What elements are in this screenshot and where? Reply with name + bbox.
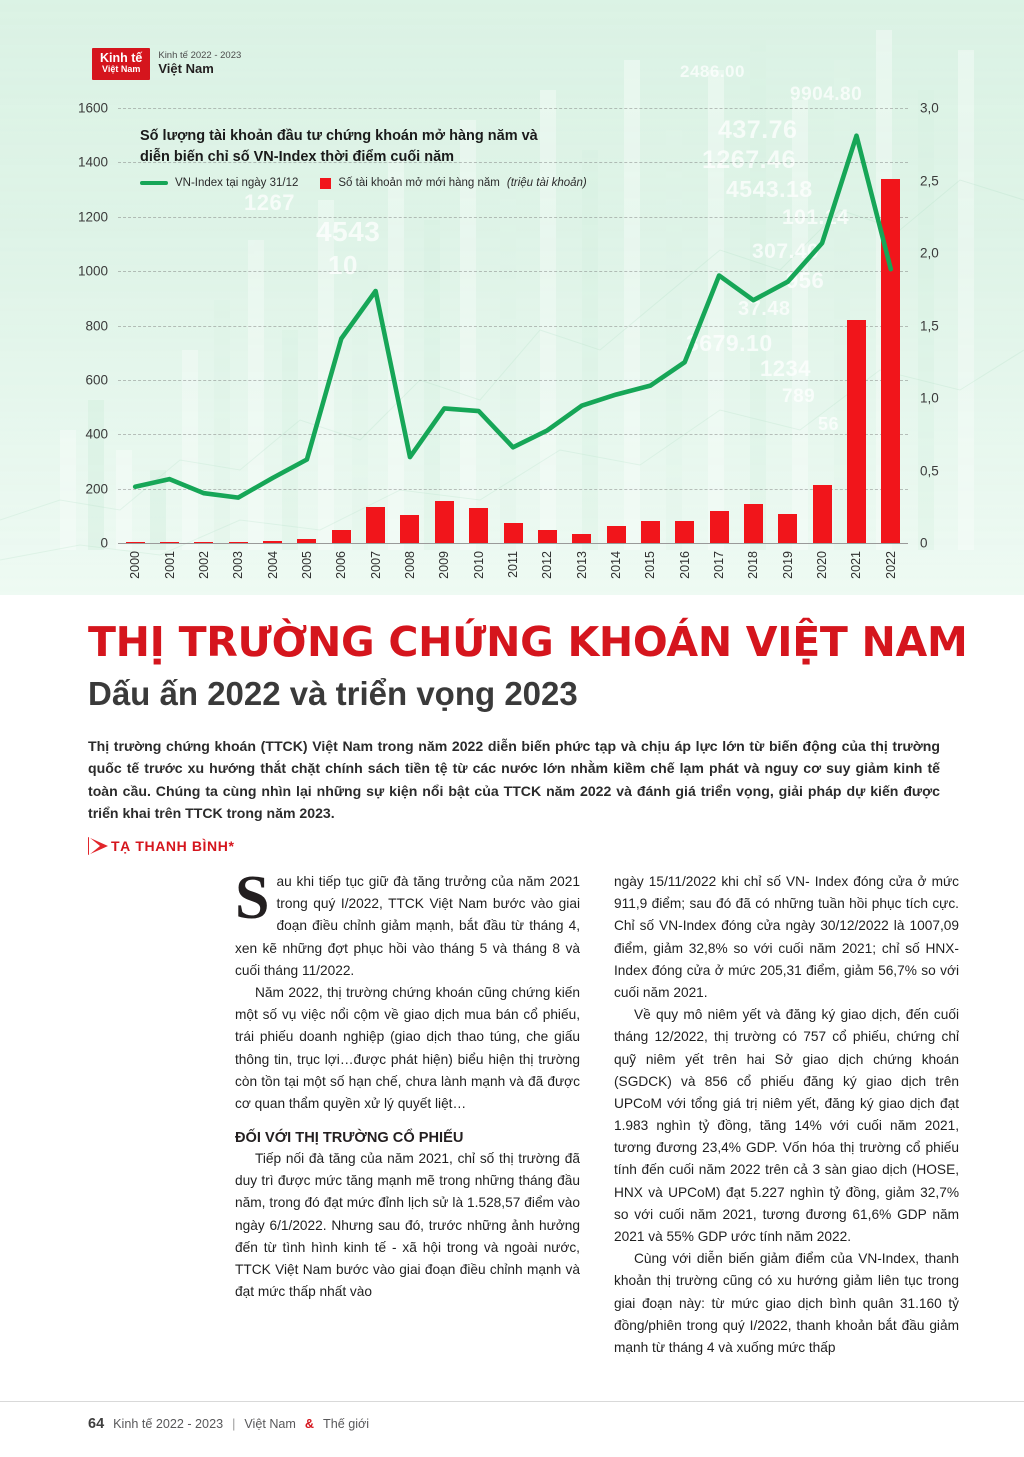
y-axis-right-label: 2,0 — [920, 245, 939, 261]
y-axis-left-label: 1600 — [77, 100, 108, 116]
y-axis-left-label: 800 — [85, 318, 108, 333]
logo-badge-line1: Kinh tế — [100, 51, 143, 65]
line-marker-icon — [140, 181, 168, 185]
paragraph-right-3: Cùng với diễn biến giảm điểm của VN-Index, thanh khoản thị trường cũng có xu hướng giảm liên tục trong giai đoạn này: từ mức giao dịch bình quân 31.160 tỷ đồng/phiên trong quý I/2022, thanh khoản bắt đầu giảm mạnh từ tháng 4 và xuống mức thấp — [614, 1251, 959, 1355]
x-axis-tick-label: 2000 — [128, 551, 143, 579]
article-column-right — [614, 871, 959, 1359]
x-axis-tick-label: 2008 — [402, 551, 417, 579]
x-axis-tick-label: 2012 — [540, 551, 555, 579]
y-axis-left-label: 1000 — [77, 263, 108, 279]
x-axis-tick-label: 2002 — [196, 551, 211, 579]
legend-label-vnindex: VN-Index tại ngày 31/12 — [175, 177, 299, 190]
x-axis-tick-label: 2021 — [849, 551, 864, 579]
y-axis-right-label: 1,5 — [920, 318, 939, 333]
infographic-panel: 2486.00 9904.80 437.76 1267.46 4543.18 101.14 307.40 956 37.48 3679.10 1234 789 56 1267 4543 10 Kinh tế Việt Nam Kinh tế 2022 - 2023 Việt Nam Số lượng tài khoản đầu tư chứng khoán mở hàng năm và diễn biến chỉ số VN-Index thời điểm cuối năm VN-Index tại ngày 31/12 Số tài khoản mở mới hàng năm (triệu tài khoản) 0 200 400 600 800 1000 1200 1400 1600 0 0,5 1,0 1,5 2,0 2,5 3,0 2000 2001 2002 2003 2004 2005 2006 2007 2008 2009 2010 2011 2012 2013 2014 2015 2016 2017 2018 2019 2020 2021 2022 — [0, 0, 1024, 595]
y-axis-right-label: 0 — [920, 535, 928, 551]
footer-separator: | — [232, 1417, 236, 1431]
x-axis-tick-label: 2013 — [574, 551, 589, 579]
byline-author: TẠ THANH BÌNH* — [111, 838, 235, 854]
logo-badge — [92, 48, 150, 80]
article-columns — [235, 864, 960, 1359]
chart-x-axis — [118, 543, 908, 544]
logo-text-line2: Việt Nam — [158, 60, 214, 76]
logo-badge-line2: Việt Nam — [102, 64, 141, 75]
x-axis-tick-label: 2016 — [677, 551, 692, 579]
paragraph-left-2: Năm 2022, thị trường chứng khoán cũng chứng kiến một số vụ việc nổi cộm về giao dịch mua bán cổ phiếu, trái phiếu doanh nghiệp (giao dịch thao túng, che giấu thông tin, trục lợi…được phát hiện) biểu hiện thị trường còn tồn tại một số hạn chế, chưa lành mạnh và đã được cơ quan thẩm quyền xử lý quyết liệt… — [235, 984, 580, 1111]
article-standfirst: Thị trường chứng khoán (TTCK) Việt Nam trong năm 2022 diễn biến phức tạp và chịu áp lực lớn từ biến động của thị trường quốc tế trước xu hướng thắt chặt chính sách tiền tệ từ các nước lớn nhằm kiềm chế lạm phát và nguy cơ suy giảm kinh tế toàn cầu. Chúng ta cùng nhìn lại những sự kiện nổi bật của TTCK năm 2022 và đánh giá triển vọng, giải pháp dự kiến được triển khai trên TTCK trong năm 2023. — [88, 738, 940, 821]
y-axis-right-label: 3,0 — [920, 100, 939, 116]
x-axis-tick-label: 2011 — [506, 551, 520, 578]
y-axis-right-label: 1,0 — [920, 390, 939, 406]
section-heading-stocks: ĐỐI VỚI THỊ TRƯỜNG CỔ PHIẾU — [235, 1130, 464, 1147]
legend-note-accounts: (triệu tài khoản) — [506, 177, 587, 190]
paragraph-left-1 — [235, 864, 580, 982]
paragraph-right-2: Về quy mô niêm yết và đăng ký giao dịch, đến cuối tháng 12/2022, thị trường có 757 cổ phiếu, chứng chỉ quỹ niêm yết trên hai Sở giao dịch chứng khoán (SGDCK) và 856 cổ phiếu đăng ký giao dịch trên UPCoM với tổng giá trị niêm yết, đăng ký giao dịch đạt 1.983 nghìn tỷ đồng, tăng 14% với cuối năm 2021, tương đương 23,4% GDP. Vốn hóa thị trường cổ phiếu tính đến cuối năm 2022 trên cả 3 sàn giao dịch (HOSE, HNX và UPCoM) đạt 5.227 nghìn tỷ đồng, giảm 32,7% so với cuối năm 2021, tương đương 61,6% GDP năm 2021 và 55% GDP ước tính năm 2022. — [614, 1007, 959, 1244]
x-axis-tick-label: 2003 — [231, 551, 246, 579]
byline — [88, 837, 235, 855]
x-axis-tick-label: 2009 — [437, 551, 452, 579]
x-axis-tick-label: 2022 — [883, 551, 898, 579]
page-subtitle: Dấu ấn 2022 và triển vọng 2023 — [88, 675, 578, 712]
y-axis-left-label: 600 — [85, 372, 108, 388]
magazine-logo — [92, 48, 241, 80]
legend-item-accounts — [320, 177, 586, 189]
y-axis-left-label: 1200 — [77, 209, 108, 225]
page-title: THỊ TRƯỜNG CHỨNG KHOÁN VIỆT NAM — [88, 618, 968, 666]
y-axis-left-label: 200 — [85, 481, 108, 497]
footer-section-b: Thế giới — [323, 1417, 370, 1431]
footer-publication: Kinh tế 2022 - 2023 — [113, 1417, 224, 1431]
article-column-left — [235, 864, 580, 1359]
x-axis-tick-label: 2019 — [780, 551, 795, 579]
drop-cap: S — [235, 864, 270, 932]
x-axis-tick-label: 2015 — [643, 551, 658, 579]
y-axis-left-label: 400 — [85, 426, 108, 442]
paragraph-left-3: Tiếp nối đà tăng của năm 2021, chỉ số thị trường đã duy trì được mức tăng mạnh mẽ trong những tháng đầu năm, trong đó đạt mức đỉnh lịch sử là 1.528,57 điểm vào ngày 6/1/2022. Nhưng sau đó, trước những ảnh hưởng đến từ tình hình kinh tế - xã hội trong và ngoài nước, TTCK Việt Nam bước vào giai đoạn điều chỉnh mạnh và đạt mức thấp nhất vào — [235, 1151, 580, 1300]
x-axis-tick-label: 2006 — [334, 551, 349, 579]
y-axis-left-label: 0 — [100, 535, 108, 551]
logo-text-line1: Kinh tế 2022 - 2023 — [158, 49, 242, 61]
x-axis-tick-label: 2010 — [471, 551, 486, 579]
y-axis-right-label: 2,5 — [920, 173, 939, 188]
x-axis-tick-label: 2001 — [162, 551, 177, 579]
legend-item-vnindex — [140, 177, 298, 189]
chart-legend — [140, 126, 587, 189]
page-number: 64 — [88, 1416, 105, 1432]
paragraph-right-1: ngày 15/11/2022 khi chỉ số VN- Index đóng cửa ở mức 911,9 điểm; sau đó đã có những tuần hồi phục tích cực. Chỉ số VN-Index đóng cửa ngày 30/12/2022 là 1007,09 điểm, giảm 32,8% so với cuối năm 2021; chỉ số HNX-Index đóng cửa ở mức 205,31 điểm, giảm 56,7% so với cuối năm 2021. — [614, 874, 959, 1000]
x-axis-tick-label: 2007 — [368, 551, 383, 579]
y-axis-right-label: 0,5 — [920, 463, 939, 478]
x-axis-tick-label: 2005 — [299, 551, 314, 579]
arrow-right-inner-icon — [89, 837, 100, 855]
y-axis-left-label: 1400 — [77, 154, 108, 170]
legend-label-accounts: Số tài khoản mở mới hàng năm — [338, 177, 500, 190]
footer-ampersand: & — [304, 1417, 315, 1431]
x-axis-tick-label: 2018 — [746, 551, 761, 579]
x-axis-tick-label: 2020 — [815, 551, 830, 579]
article-body — [0, 595, 1024, 1457]
x-axis-tick-label: 2017 — [712, 551, 727, 579]
paragraph-left-1-text: au khi tiếp tục giữ đà tăng trưởng của năm 2021 trong quý I/2022, TTCK Việt Nam bước vào giai đoạn điều chỉnh giảm mạnh, bắt đầu từ tháng 4, xen kẽ những đợt phục hồi vào tháng 5 và tháng 8 và cuối tháng 11/2022. — [235, 874, 580, 978]
footer-section-a: Việt Nam — [244, 1417, 296, 1431]
page-footer — [0, 1401, 1024, 1457]
square-marker-icon — [320, 178, 331, 189]
x-axis-tick-label: 2014 — [609, 551, 624, 579]
x-axis-tick-label: 2004 — [265, 551, 280, 579]
chart-title: Số lượng tài khoản đầu tư chứng khoán mở hàng năm và diễn biến chỉ số VN-Index thời điểm cuối năm — [140, 128, 538, 166]
